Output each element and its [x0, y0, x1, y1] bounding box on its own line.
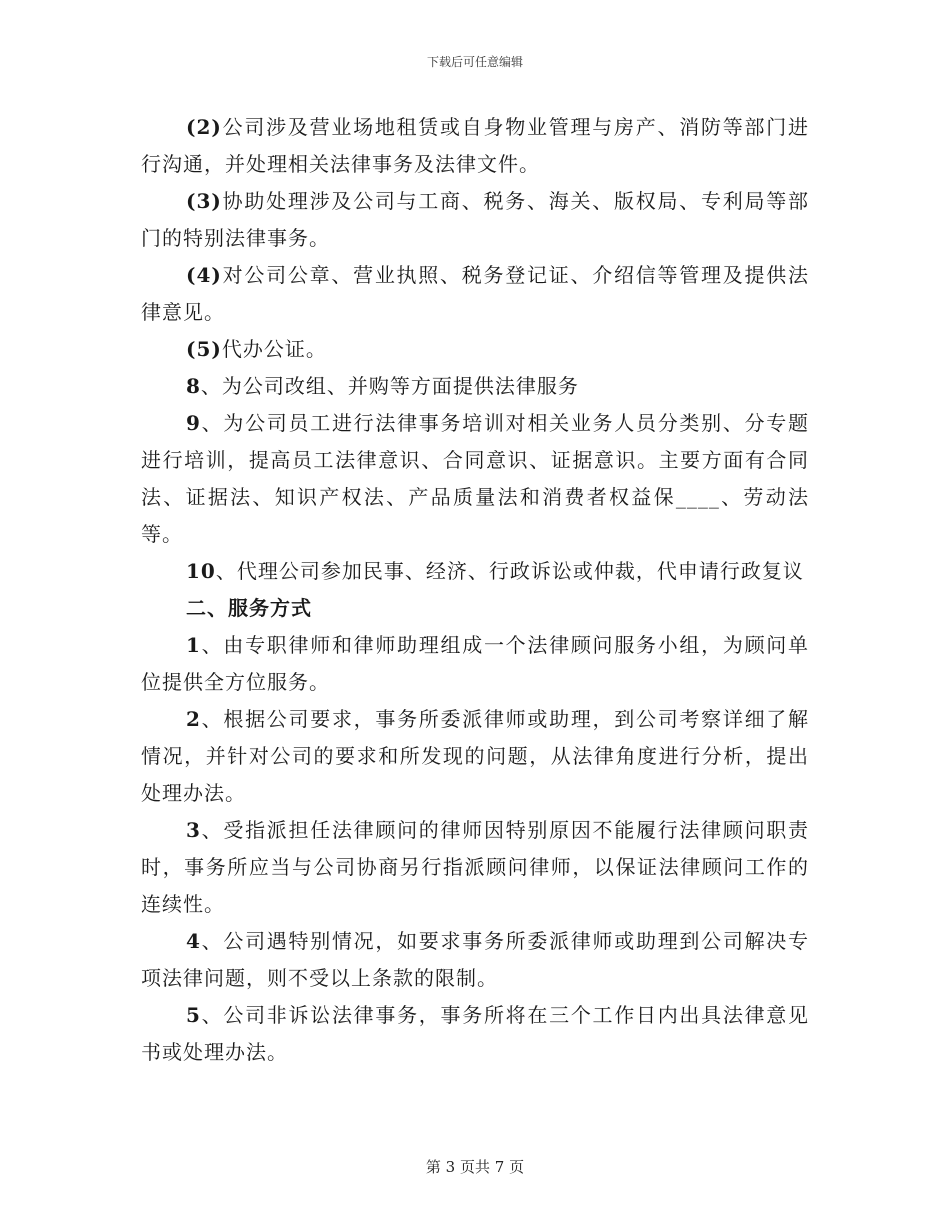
section-heading [141, 590, 809, 627]
paragraph-text: 代办公证。 [221, 337, 327, 361]
paragraph-text: 、受指派担任法律顾问的律师因特别原因不能履行法律顾问职责时，事务所应当与公司协商另行指派顾问律师，以保证法律顾问工作的连续性。 [141, 818, 809, 916]
item-number: (3) [186, 189, 222, 213]
paragraph-text: 、代理公司参加民事、经济、行政诉讼或仲裁，代申请行政复议 [215, 559, 804, 583]
paragraph-text: 、根据公司要求，事务所委派律师或助理，到公司考察详细了解情况，并针对公司的要求和所发现的问题，从法律角度进行分析，提出处理办法。 [141, 707, 809, 805]
page-header: 下载后可任意编辑 [426, 55, 523, 69]
item-number: (4) [186, 263, 222, 287]
paragraph-text: 、由专职律师和律师助理组成一个法律顾问服务小组，为顾问单位提供全方位服务。 [141, 633, 809, 694]
item-number: (5) [186, 337, 222, 361]
paragraph-text: 、公司遇特别情况，如要求事务所委派律师或助理到公司解决专项法律问题，则不受以上条款的限制。 [141, 929, 809, 990]
section-heading-text: 二、服务方式 [186, 596, 312, 620]
paragraph-text: 公司涉及营业场地租赁或自身物业管理与房产、消防等部门进行沟通，并处理相关法律事务及法律文件。 [141, 115, 809, 176]
paragraph-item-9 [141, 405, 809, 553]
paragraph-item-10 [141, 553, 809, 590]
paragraph-text: 、公司非诉讼法律事务，事务所将在三个工作日内出具法律意见书或处理办法。 [141, 1003, 809, 1064]
paragraph-item-3 [141, 183, 809, 257]
paragraph-item-2 [141, 109, 809, 183]
paragraph-text: 对公司公章、营业执照、税务登记证、介绍信等管理及提供法律意见。 [141, 263, 809, 324]
item-number: 10 [186, 559, 216, 583]
item-number: 3 [186, 818, 201, 842]
item-number: 5 [186, 1003, 201, 1027]
paragraph-service-3 [141, 812, 809, 923]
paragraph-item-4 [141, 257, 809, 331]
paragraph-text: 协助处理涉及公司与工商、税务、海关、版权局、专利局等部门的特别法律事务。 [141, 189, 809, 250]
item-number: 8 [186, 374, 201, 398]
page-footer: 第 3 页共 7 页 [425, 1158, 525, 1176]
paragraph-service-4 [141, 923, 809, 997]
item-number: 9 [186, 411, 201, 435]
item-number: 2 [186, 707, 201, 731]
document-body [141, 109, 809, 1071]
paragraph-service-2 [141, 701, 809, 812]
paragraph-text: 、为公司员工进行法律事务培训对相关业务人员分类别、分专题进行培训，提高员工法律意识、合同意识、证据意识。主要方面有合同法、证据法、知识产权法、产品质量法和消费者权益保____、劳动法等。 [141, 411, 809, 546]
paragraph-service-1 [141, 627, 809, 701]
paragraph-item-5 [141, 331, 809, 368]
item-number: 4 [186, 929, 201, 953]
paragraph-text: 、为公司改组、并购等方面提供法律服务 [200, 374, 579, 398]
paragraph-item-8 [141, 368, 809, 405]
paragraph-service-5 [141, 997, 809, 1071]
item-number: 1 [186, 633, 201, 657]
item-number: (2) [186, 115, 222, 139]
